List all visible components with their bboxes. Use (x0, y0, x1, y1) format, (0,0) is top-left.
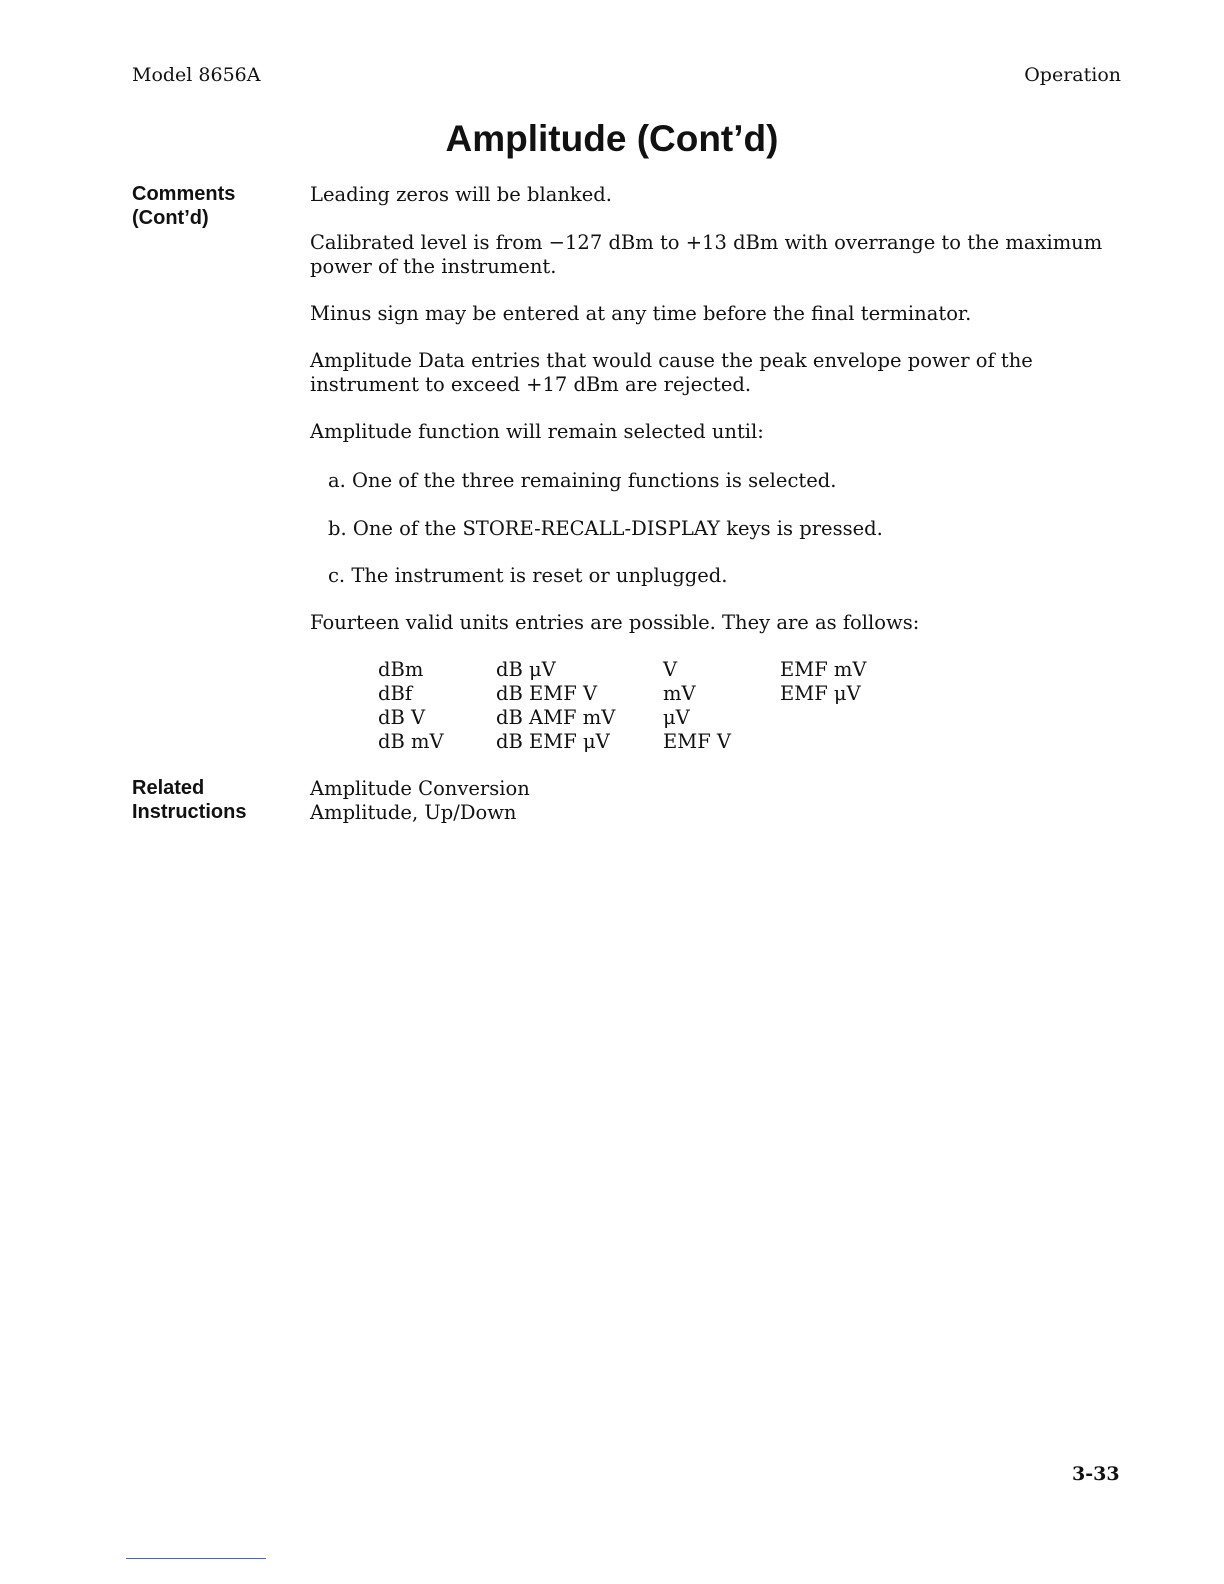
related-item-amplitude-conversion[interactable]: Amplitude Conversion (310, 777, 530, 800)
page-header-section: Operation (1024, 64, 1121, 86)
unit-entry: EMF mV (780, 658, 867, 681)
unit-entry: dB V (378, 706, 426, 729)
unit-entry: dB μV (496, 658, 556, 681)
units-table (378, 658, 900, 754)
unit-entry (780, 730, 900, 754)
unit-entry: dB AMF mV (496, 706, 616, 729)
unit-entry: dB mV (378, 730, 444, 753)
paragraph-minus-sign: Minus sign may be entered at any time before the final terminator. (310, 302, 972, 325)
unit-entry: dB EMF V (496, 682, 598, 705)
unit-entry: dB EMF μV (496, 730, 610, 753)
list-item: b. One of the STORE-RECALL-DISPLAY keys is pressed. (328, 517, 883, 540)
page-title: Amplitude (Cont’d) (445, 118, 779, 159)
unit-entry: mV (663, 682, 696, 705)
unit-entry: EMF V (663, 730, 732, 753)
bottom-rule (126, 1558, 266, 1559)
list-item: c. The instrument is reset or unplugged. (328, 564, 728, 587)
paragraph-amplitude-data: Amplitude Data entries that would cause the peak envelope power of the instrument to exceed +17 dBm are rejected. (310, 349, 1033, 396)
comments-label-line1: Comments (132, 183, 236, 205)
comments-label (132, 182, 292, 230)
related-list (310, 777, 530, 825)
paragraph-calibrated-level: Calibrated level is from −127 dBm to +13 dBm with overrange to the maximum power of the instrument. (310, 231, 1103, 278)
page-header-model: Model 8656A (132, 64, 261, 86)
units-intro: Fourteen valid units entries are possible. They are as follows: (310, 611, 920, 634)
unit-entry: μV (663, 706, 690, 729)
page-number: 3-33 (1072, 1463, 1120, 1485)
comments-label-line2: (Cont’d) (132, 207, 209, 229)
list-item: a. One of the three remaining functions is selected. (328, 469, 837, 492)
related-label (132, 776, 292, 824)
related-item-amplitude-up-down[interactable]: Amplitude, Up/Down (310, 801, 517, 824)
unit-entry: EMF μV (780, 682, 861, 705)
unit-entry (780, 706, 900, 730)
paragraph-leading-zeros: Leading zeros will be blanked. (310, 183, 612, 206)
related-label-line1: Related (132, 777, 205, 799)
unit-entry: dBm (378, 658, 424, 681)
related-label-line2: Instructions (132, 801, 247, 823)
paragraph-amplitude-function: Amplitude function will remain selected until: (310, 420, 764, 443)
unit-entry: V (663, 658, 678, 681)
unit-entry: dBf (378, 682, 413, 705)
